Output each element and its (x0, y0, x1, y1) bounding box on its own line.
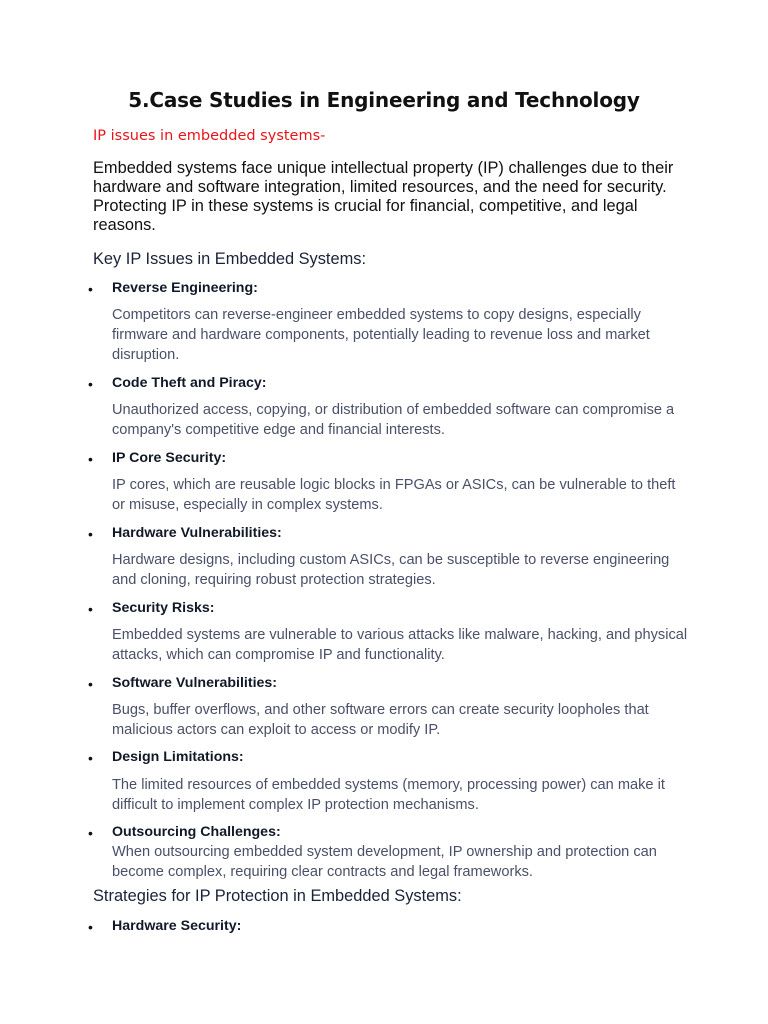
issue-title-code-theft: Code Theft and Piracy: (112, 375, 267, 391)
bullet-icon: • (88, 601, 93, 617)
issue-description-design-limitations: The limited resources of embedded systems (memory, processing power) can make it difficult to implement complex IP protection mechanisms. (112, 777, 665, 813)
issue-title-reverse-engineering: Reverse Engineering: (112, 280, 258, 296)
bullet-icon: • (88, 281, 93, 297)
issue-description-ip-core-security: IP cores, which are reusable logic blocks in FPGAs or ASICs, can be vulnerable to theft or misuse, especially in complex systems. (112, 477, 676, 513)
intro-paragraph: Embedded systems face unique intellectual property (IP) challenges due to their hardware and software integration, limited resources, and the need for security. Protecting IP in these systems is crucial for financial, competitive, and legal reasons. (93, 159, 674, 234)
page-title: 5.Case Studies in Engineering and Technology (128, 88, 640, 112)
issue-title-design-limitations: Design Limitations: (112, 749, 244, 765)
issue-title-hardware-vulnerabilities: Hardware Vulnerabilities: (112, 525, 282, 541)
key-issues-heading: Key IP Issues in Embedded Systems: (93, 250, 367, 268)
strategy-title-hardware-security: Hardware Security: (112, 918, 242, 934)
strategies-heading: Strategies for IP Protection in Embedded Systems: (93, 887, 462, 905)
bullet-icon: • (88, 919, 93, 935)
issue-title-ip-core-security: IP Core Security: (112, 450, 227, 466)
bullet-icon: • (88, 526, 93, 542)
issue-description-code-theft: Unauthorized access, copying, or distribution of embedded software can compromise a company's competitive edge and financial interests. (112, 402, 675, 438)
section-subtitle: IP issues in embedded systems- (93, 128, 326, 144)
issue-description-hardware-vulnerabilities: Hardware designs, including custom ASICs, can be susceptible to reverse engineering and cloning, requiring robust protection strategies. (112, 552, 670, 588)
issue-title-software-vulnerabilities: Software Vulnerabilities: (112, 675, 278, 691)
issue-description-reverse-engineering: Competitors can reverse-engineer embedded systems to copy designs, especially firmware and hardware components, potentially leading to revenue loss and market disruption. (112, 307, 650, 363)
issue-title-outsourcing-challenges: Outsourcing Challenges: (112, 824, 281, 840)
bullet-icon: • (88, 825, 93, 841)
issue-title-security-risks: Security Risks: (112, 600, 215, 616)
bullet-icon: • (88, 376, 93, 392)
bullet-icon: • (88, 451, 93, 467)
bullet-icon: • (88, 676, 93, 692)
bullet-icon: • (88, 750, 93, 766)
issue-description-security-risks: Embedded systems are vulnerable to various attacks like malware, hacking, and physical attacks, which can compromise IP and functionality. (112, 627, 688, 663)
issue-description-outsourcing-challenges: When outsourcing embedded system development, IP ownership and protection can become complex, requiring clear contracts and legal frameworks. (112, 844, 657, 880)
issue-description-software-vulnerabilities: Bugs, buffer overflows, and other software errors can create security loopholes that malicious actors can exploit to access or modify IP. (112, 702, 649, 738)
